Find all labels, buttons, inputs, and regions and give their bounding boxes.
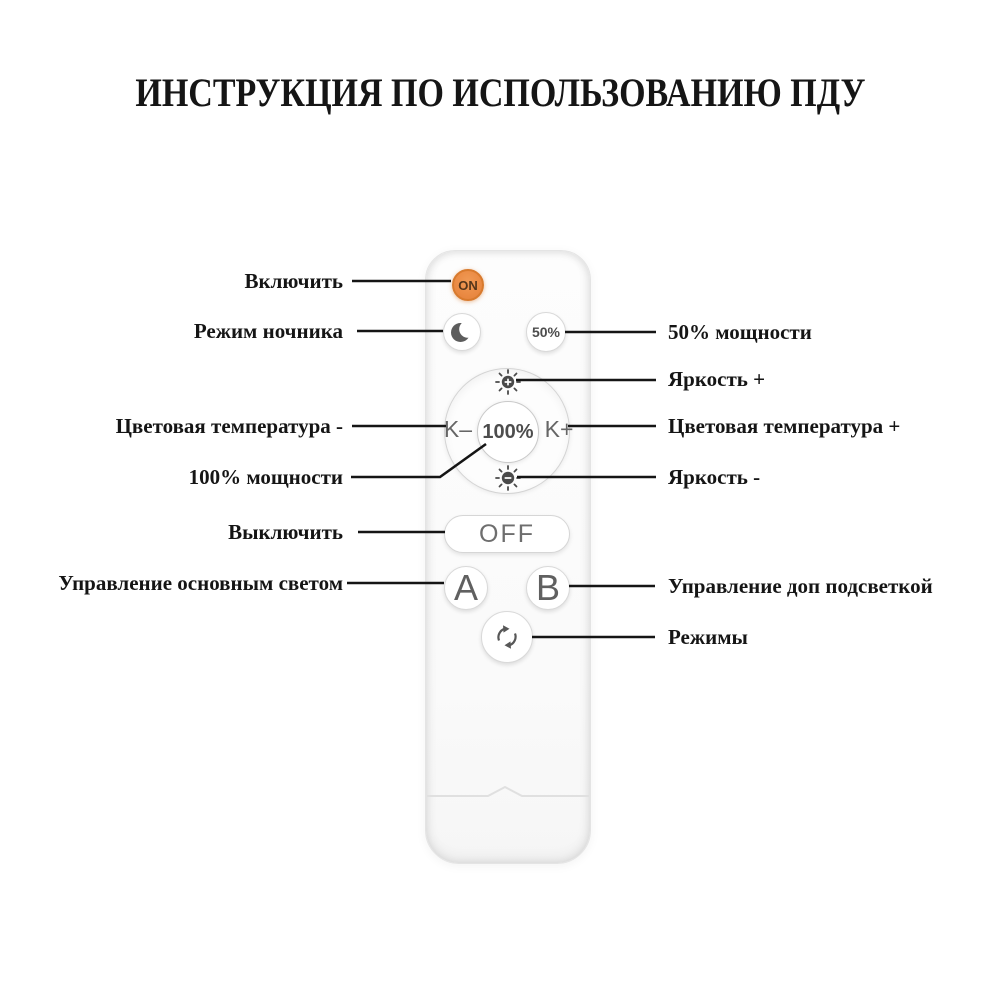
annotation-color-temp-plus: Цветовая температура + xyxy=(668,414,901,438)
battery-cover-seam xyxy=(426,251,590,863)
remote-control-body xyxy=(425,250,591,864)
color-temp-plus-label: K+ xyxy=(544,415,574,442)
annotation-brightness-down: Яркость - xyxy=(668,465,761,489)
annotation-night-mode: Режим ночника xyxy=(193,319,343,343)
annotation-main-light: Управление основным светом xyxy=(58,571,343,595)
power-off-label: OFF xyxy=(479,519,535,548)
annotation-aux-light: Управление доп подсветкой xyxy=(668,574,933,598)
annotation-power-off: Выключить xyxy=(228,520,343,544)
page-title: ИНСТРУКЦИЯ ПО ИСПОЛЬЗОВАНИЮ ПДУ xyxy=(134,70,866,115)
color-temp-minus-label: K– xyxy=(443,415,473,442)
channel-a-label: A xyxy=(453,567,478,608)
channel-b-label: B xyxy=(535,567,560,608)
annotation-fifty-percent: 50% мощности xyxy=(668,320,812,344)
annotation-hundred-percent: 100% мощности xyxy=(188,465,343,489)
title-container xyxy=(0,72,1000,114)
annotation-color-temp-minus: Цветовая температура - xyxy=(115,414,343,438)
annotation-modes: Режимы xyxy=(668,625,748,649)
fifty-percent-label: 50% xyxy=(531,324,561,340)
annotation-power-on: Включить xyxy=(244,269,343,293)
power-on-label: ON xyxy=(458,277,478,293)
annotation-brightness-up: Яркость + xyxy=(668,367,766,391)
hundred-percent-label: 100% xyxy=(482,420,534,443)
